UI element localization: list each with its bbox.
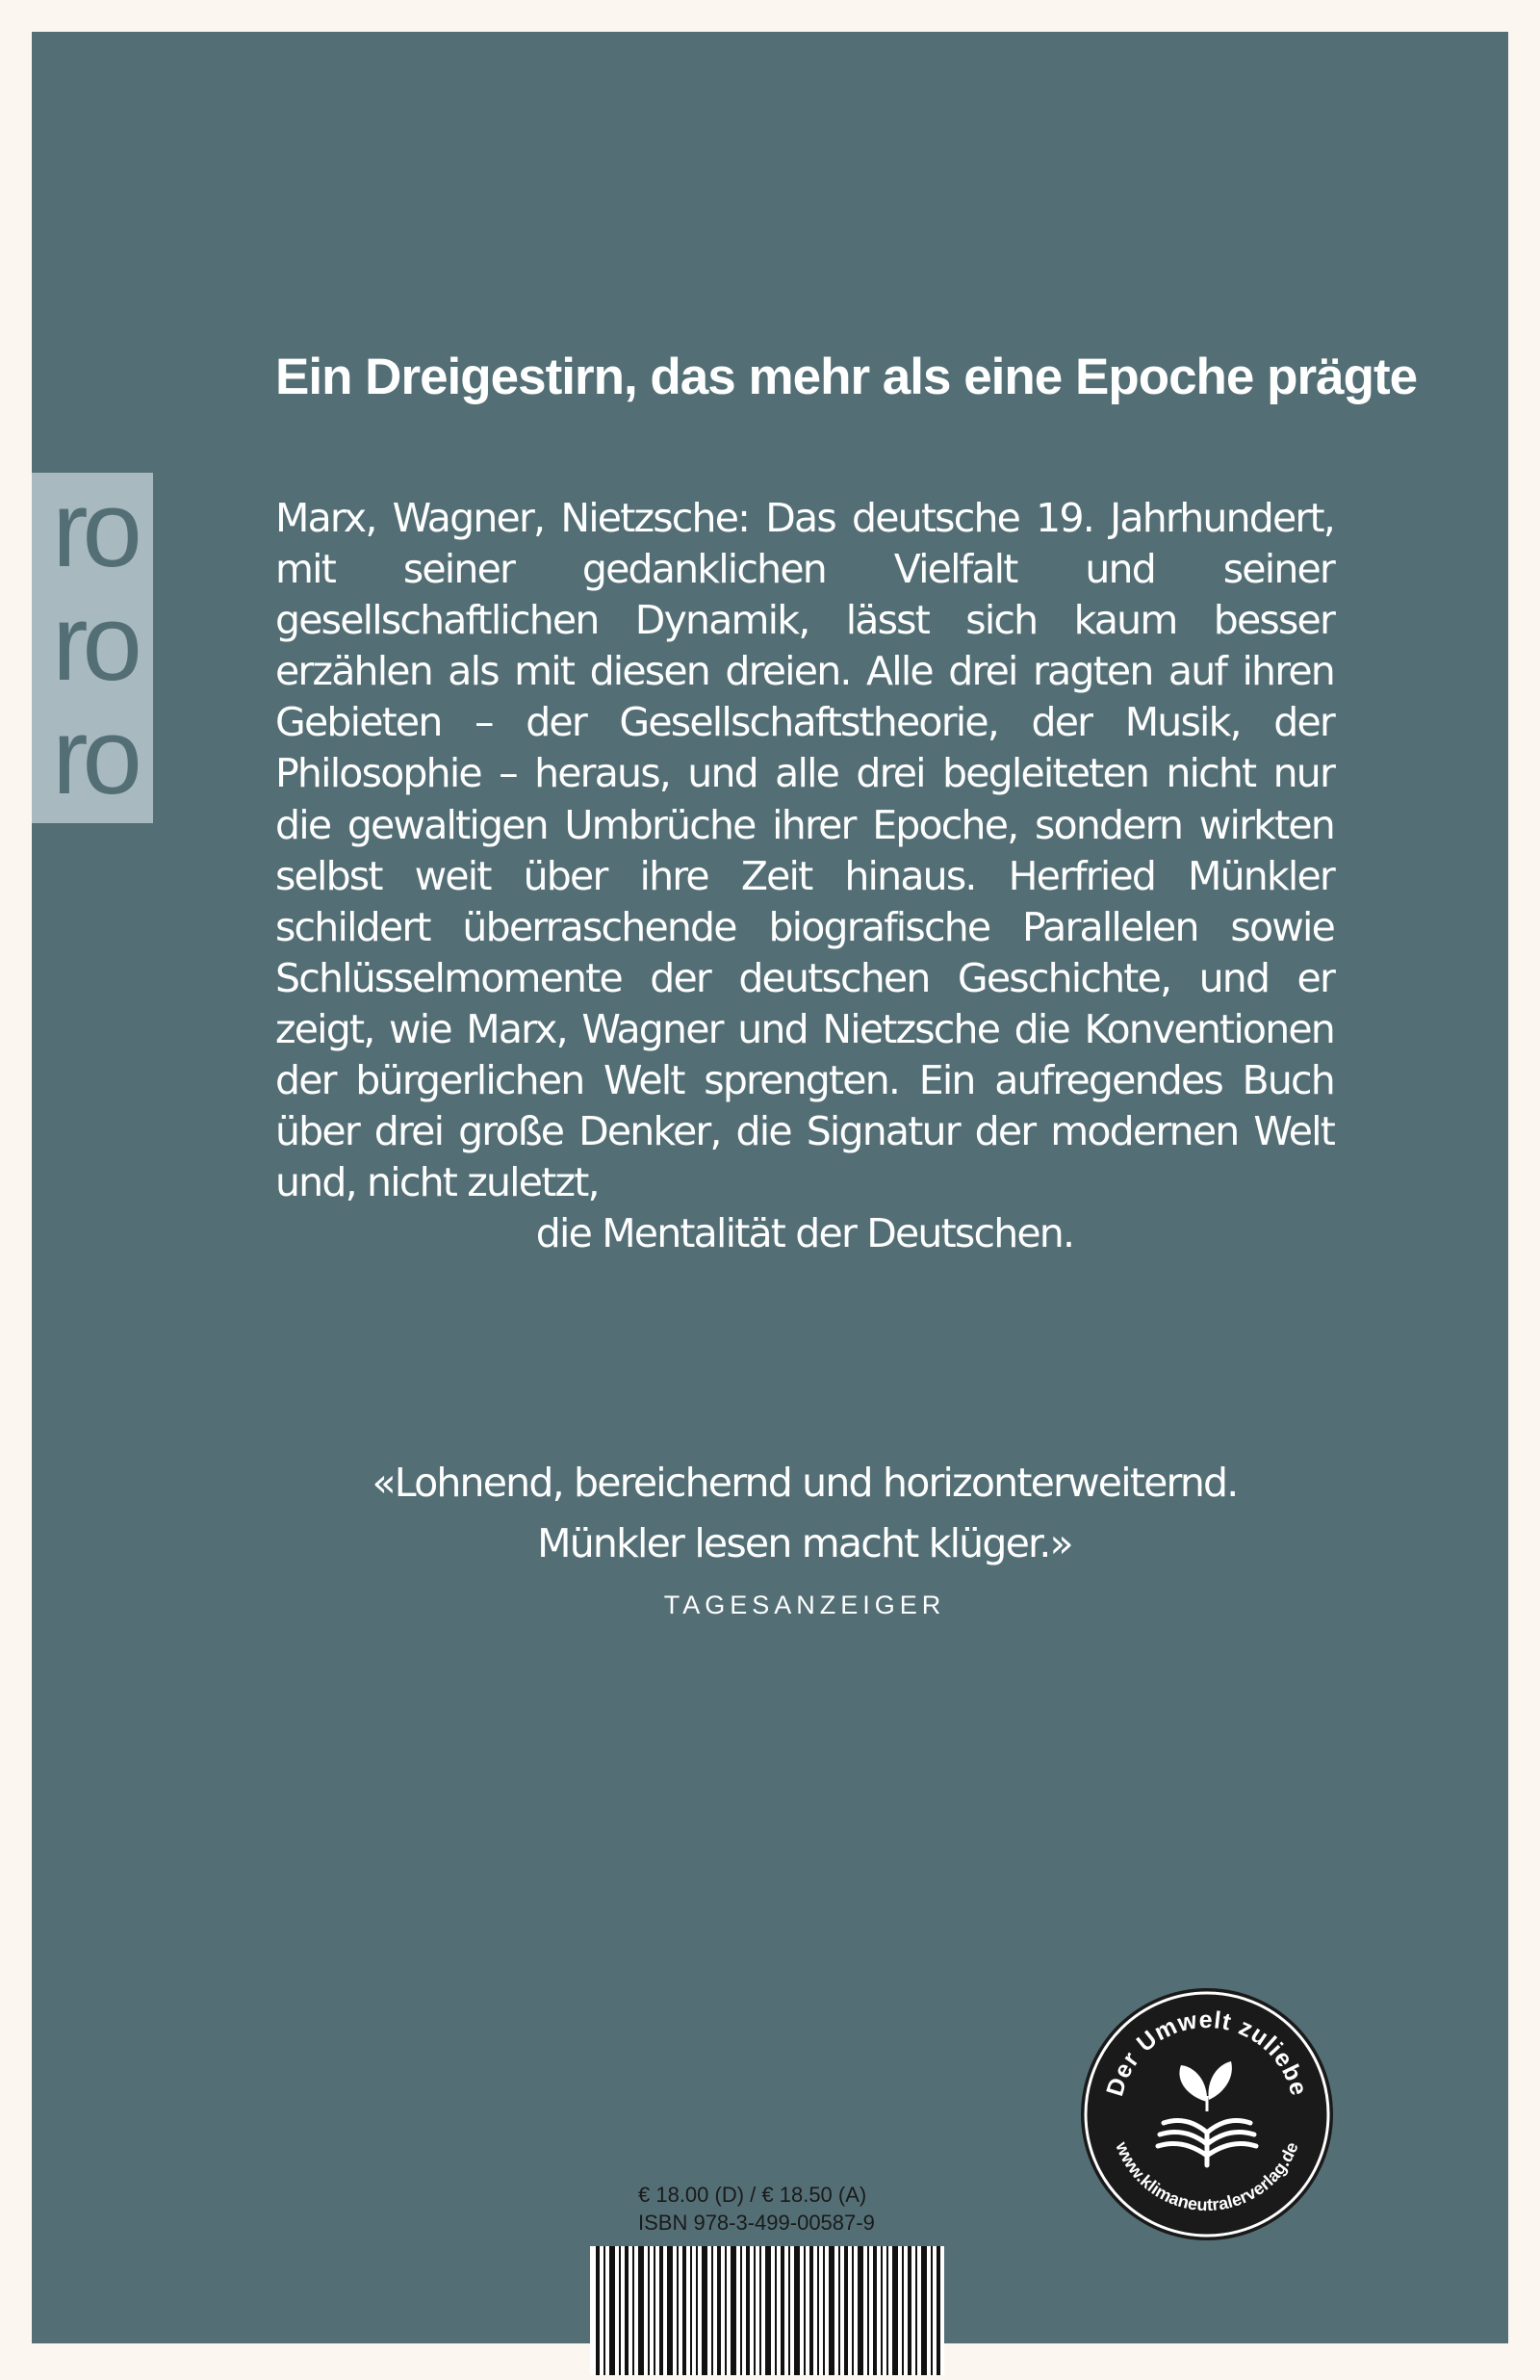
- back-cover: [32, 32, 1508, 2343]
- headline: Ein Dreigestirn, das mehr als eine Epoche prägte: [275, 349, 1418, 405]
- price-line: € 18.00 (D) / € 18.50 (A): [638, 2183, 867, 2207]
- climate-neutral-seal: [1081, 1988, 1333, 2240]
- press-quote: [275, 1453, 1334, 1574]
- blurb-text: [275, 493, 1334, 1259]
- logo-ro-2: ro: [52, 582, 137, 703]
- logo-ro-3: ro: [52, 696, 137, 816]
- rororo-logo: [32, 473, 153, 823]
- barcode: [590, 2246, 944, 2375]
- barcode-bars: [590, 2246, 944, 2375]
- quote-line-2: Münkler lesen macht klüger.»: [537, 1520, 1072, 1566]
- price-info: [638, 2181, 917, 2237]
- quote-line-1: «Lohnend, bereichernd und horizonterweiternd.: [372, 1460, 1238, 1506]
- isbn-line: ISBN 978-3-499-00587-9: [638, 2211, 875, 2235]
- quote-source: TAGESANZEIGER: [663, 1591, 946, 1619]
- seal-top-text: Der Umwelt zuliebe: [1101, 2005, 1313, 2100]
- blurb-body: Marx, Wagner, Nietzsche: Das deutsche 19. Jahrhundert, mit seiner gedanklichen Vielfalt und seiner gesellschaftlichen Dynamik, lässt sich kaum besser erzählen als mit diesen dreien. Alle drei ragten auf ihren Gebieten – der Gesellschaftstheorie, der Musik, der Philosophie – heraus, und alle drei begleiteten nicht nur die gewaltigen Umbrüche ihrer Epoche, sondern wirkten selbst weit über ihre Zeit hinaus. Herfried Münkler schildert überraschende biografische Parallelen sowie Schlüsselmomente der deutschen Geschichte, und er zeigt, wie Marx, Wagner und Nietzsche die Konventionen der bürgerlichen Welt sprengten. Ein aufregendes Buch über drei große Denker, die Signatur der modernen Welt und, nicht zuletzt,: [275, 495, 1334, 1206]
- blurb-last-line: die Mentalität der Deutschen.: [535, 1210, 1074, 1257]
- seal-bottom-text: www.klimaneutralerverlag.de: [1112, 2138, 1302, 2215]
- logo-ro-1: ro: [52, 473, 137, 589]
